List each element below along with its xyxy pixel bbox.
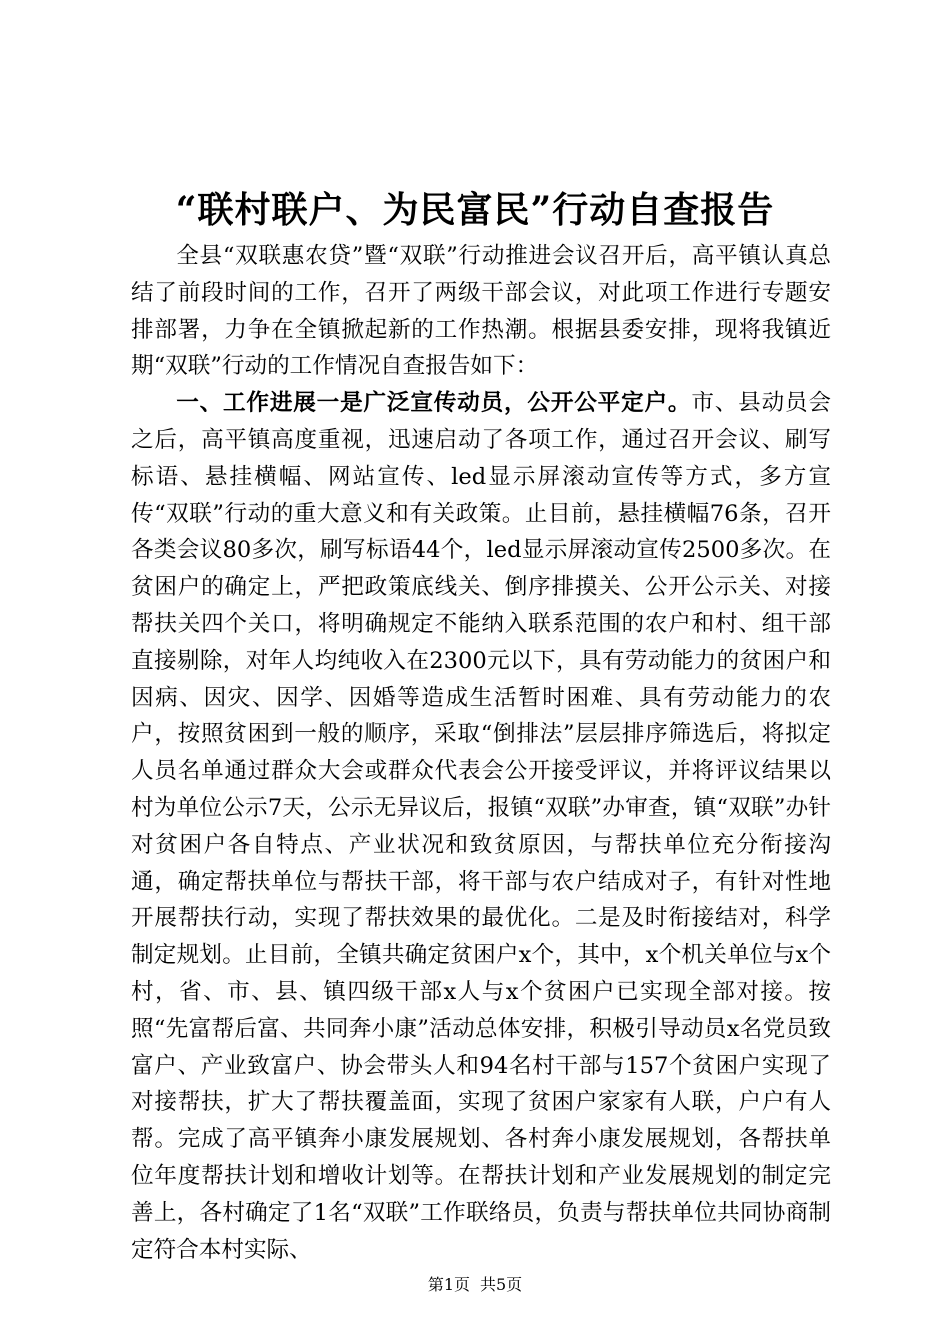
page-total: 共5页 [480,1275,523,1294]
document-body [131,238,831,1268]
document-title: “联村联户、为民富民”行动自查报告 [175,189,775,231]
page-footer [0,1273,950,1297]
intro-paragraph [131,238,831,385]
intro-paragraph-text: 全县“双联惠农贷”暨“双联”行动推进会议召开后，高平镇认真总结了前段时间的工作，召开了两级干部会议，对此项工作进行专题安排部署，力争在全镇掀起新的工作热潮。根据县委安排，现将我镇近期“双联”行动的工作情况自查报告如下： [131,243,831,380]
page-number: 第1页 [427,1275,470,1294]
section-one-text: 市、县动员会之后，高平镇高度重视，迅速启动了各项工作，通过召开会议、刷写标语、悬挂横幅、网站宣传、led显示屏滚动宣传等方式，多方宣传“双联”行动的重大意义和有关政策。止目前，悬挂横幅76条，召开各类会议80多次，刷写标语44个，led显示屏滚动宣传2500多次。在贫困户的确定上，严把政策底线关、倒序排摸关、公开公示关、对接帮扶关四个关口，将明确规定不能纳入联系范围的农户和村、组干部直接剔除，对年人均纯收入在2300元以下，具有劳动能力的贫困户和因病、因灾、因学、因婚等造成生活暂时困难、具有劳动能力的农户，按照贫困到一般的顺序，采取“倒排法”层层排序筛选后，将拟定人员名单通过群众大会或群众代表会公开接受评议，并将评议结果以村为单位公示7天，公示无异议后，报镇“双联”办审查，镇“双联”办针对贫困户各自特点、产业状况和致贫原因，与帮扶单位充分衔接沟通，确定帮扶单位与帮扶干部，将干部与农户结成对子，有针对性地开展帮扶行动，实现了帮扶效果的最优化。二是及时衔接结对，科学制定规划。止目前，全镇共确定贫困户x个，其中，x个机关单位与x个村，省、市、县、镇四级干部x人与x个贫困户已实现全部对接。按照“先富帮后富、共同奔小康”活动总体安排，积极引导动员x名党员致富户、产业致富户、协会带头人和94名村干部与157个贫困户实现了对接帮扶，扩大了帮扶覆盖面，实现了贫困户家家有人联，户户有人帮。完成了高平镇奔小康发展规划、各村奔小康发展规划，各帮扶单位年度帮扶计划和增收计划等。在帮扶计划和产业发展规划的制定完善上，各村确定了1名“双联”工作联络员，负责与帮扶单位共同协商制定符合本村实际、 [131,390,831,1263]
section-one-paragraph [131,385,831,1268]
section-one-heading: 一、工作进展一是广泛宣传动员，公开公平定户。 [176,390,692,417]
